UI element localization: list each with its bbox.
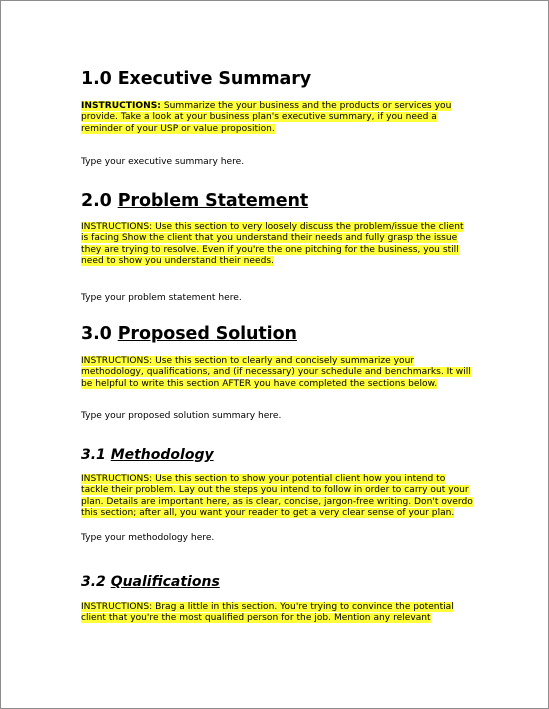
section-number: 2.0 [81, 191, 112, 211]
instructions-label: INSTRUCTIONS: [81, 474, 153, 484]
section-qualifications [81, 572, 473, 625]
instructions-text: Use this section to clearly and concisely summarize your methodology, qualifications, and (if necessary) your schedule and benchmarks. It will be helpful to write this section AFTER you have completed the sections below. [81, 356, 471, 389]
instructions-label: INSTRUCTIONS: [81, 101, 161, 111]
instructions-paragraph[interactable] [81, 474, 473, 520]
placeholder-text[interactable]: Type your problem statement here. [81, 292, 242, 303]
section-executive-summary [81, 67, 473, 169]
instructions-paragraph[interactable] [81, 222, 473, 268]
section-number: 3.2 [81, 574, 106, 590]
instructions-paragraph[interactable] [81, 356, 473, 390]
section-title: Methodology [110, 447, 214, 463]
section-heading[interactable] [81, 67, 473, 91]
subsection-heading[interactable] [81, 445, 473, 465]
section-heading[interactable] [81, 322, 473, 346]
instructions-label: INSTRUCTIONS: [81, 602, 153, 612]
section-heading[interactable] [81, 189, 473, 213]
instructions-text: Use this section to very loosely discuss the problem/issue the client is facing Show the client that you understand their needs and fully grasp the issue they are trying to resolve. Even if you're the one pitching for the business, you still need to show you understand their needs. [81, 222, 464, 267]
section-proposed-solution [81, 322, 473, 423]
instructions-paragraph[interactable] [81, 101, 473, 135]
instructions-label: INSTRUCTIONS: [81, 222, 153, 232]
section-title: Problem Statement [117, 191, 309, 211]
section-number: 3.1 [81, 447, 106, 463]
placeholder-text[interactable]: Type your methodology here. [81, 532, 215, 543]
instructions-paragraph[interactable] [81, 602, 473, 625]
instructions-text: Brag a little in this section. You're trying to convince the potential client that you're the most qualified person for the job. Mention any relevant [81, 602, 454, 624]
instructions-label: INSTRUCTIONS: [81, 356, 153, 366]
section-methodology [81, 445, 473, 544]
instructions-text: Summarize the your business and the products or services you provide. Take a look at your business plan's executive summary, if you need a reminder of your USP or value proposition. [81, 101, 452, 134]
placeholder-text[interactable]: Type your executive summary here. [81, 157, 245, 168]
section-title: Qualifications [110, 574, 220, 590]
instructions-text: Use this section to show your potential client how you intend to tackle their problem. Lay out the steps you intend to follow in order to carry out your plan. Details are important here, as is clear, concise, jargon-free writing. Don't overdo this section; after all, you want your reader to get a very clear sense of your plan. [81, 474, 473, 519]
placeholder-text[interactable]: Type your proposed solution summary here. [81, 411, 282, 422]
subsection-heading[interactable] [81, 572, 473, 592]
section-title: Executive Summary [117, 69, 312, 89]
section-title: Proposed Solution [117, 324, 297, 344]
section-number: 3.0 [81, 324, 112, 344]
section-problem-statement [81, 189, 473, 304]
section-number: 1.0 [81, 69, 112, 89]
